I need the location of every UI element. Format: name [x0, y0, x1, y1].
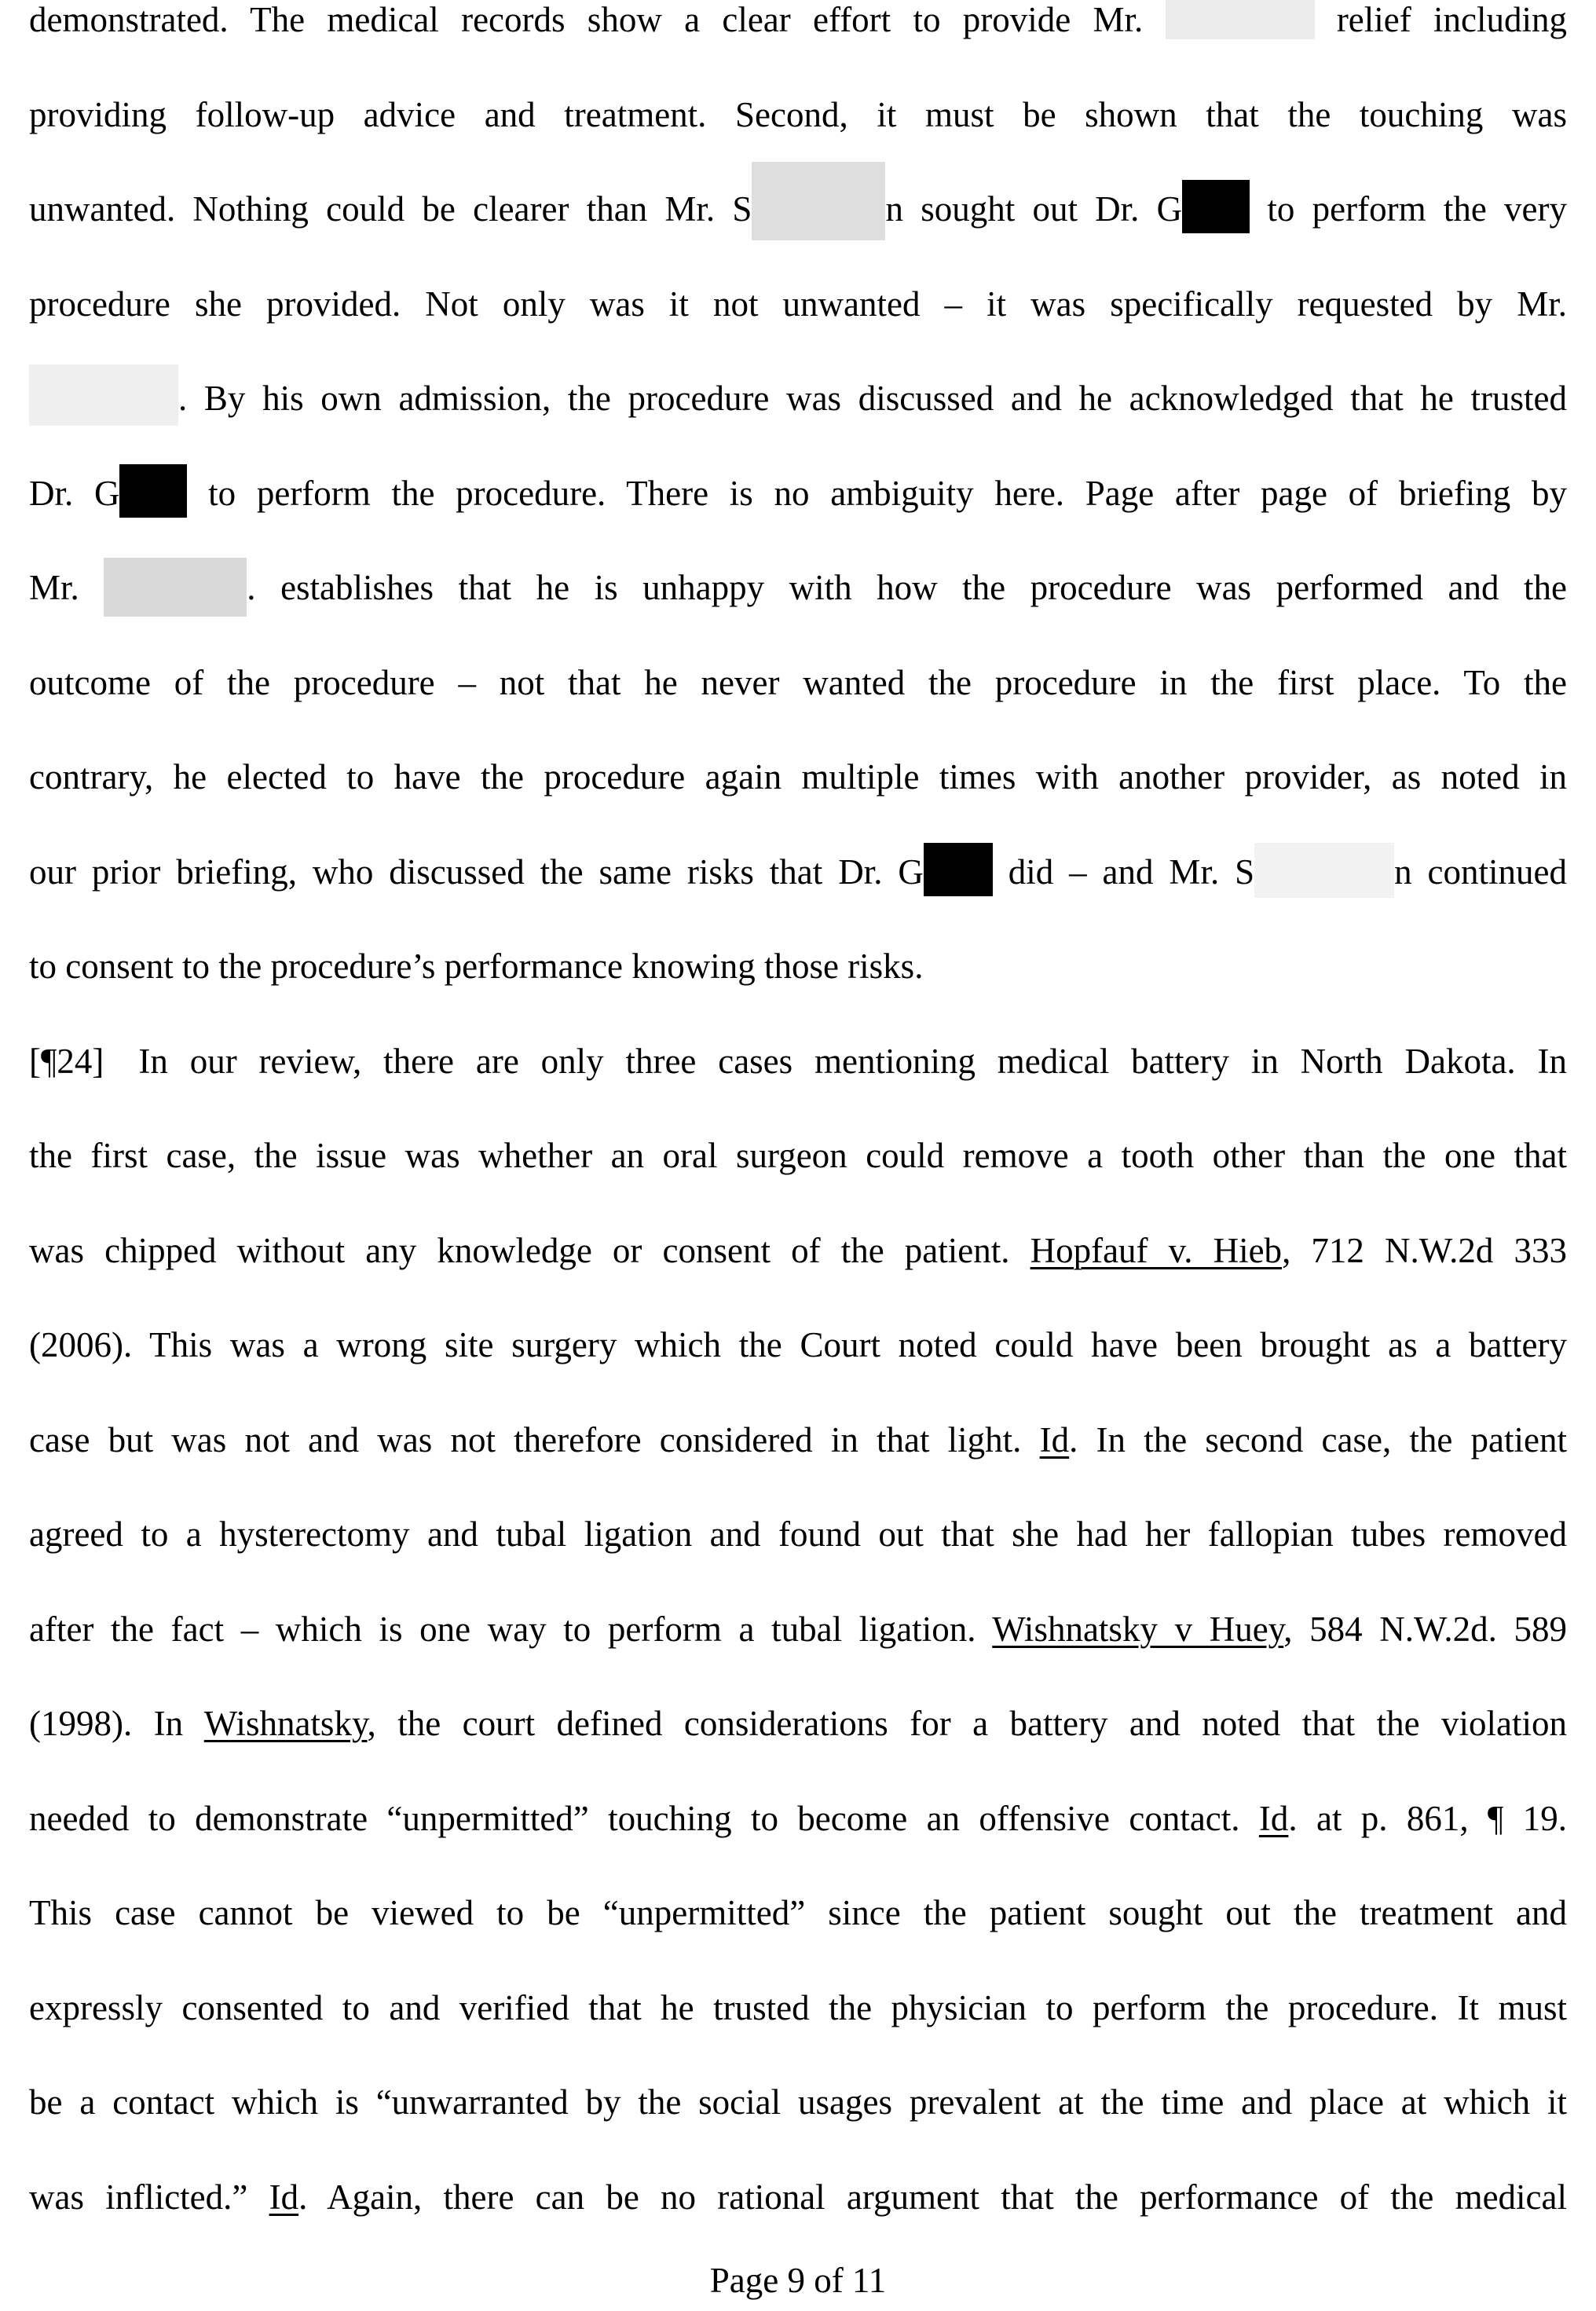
black-redaction-box — [119, 464, 187, 518]
text-line — [29, 1771, 1567, 1866]
text-line — [29, 446, 1567, 541]
text-run: case but was not and was not therefore considered in that light. — [29, 1419, 1040, 1459]
text-line — [29, 1203, 1567, 1298]
text-run: , 712 N.W.2d 333 — [1282, 1230, 1567, 1270]
text-run: . establishes that he is unhappy with how the procedure was performed and the — [247, 568, 1567, 607]
text-line — [29, 351, 1567, 446]
text-run: expressly consented to and verified that he trusted the physician to perform the procedure. It must — [29, 1987, 1567, 2027]
text-run: . Again, there can be no rational argument that the performance of the medical — [298, 2177, 1567, 2217]
text-line — [29, 825, 1567, 920]
text-run: demonstrated. The medical records show a clear effort to provide Mr. — [29, 0, 1166, 39]
text-run: to consent to the procedure’s performance knowing those risks. — [29, 947, 924, 986]
text-line — [29, 730, 1567, 825]
text-line — [29, 635, 1567, 731]
text-line — [29, 68, 1567, 163]
text-line — [29, 1961, 1567, 2056]
text-run: , the court defined considerations for a battery and noted that the violation — [367, 1704, 1567, 1743]
text-run: contrary, he elected to have the procedure again multiple times with another provider, as noted in — [29, 757, 1567, 797]
text-run: did – and Mr. S — [992, 852, 1255, 892]
text-run: procedure she provided. Not only was it not unwanted – it was specifically requested by Mr. — [29, 284, 1567, 324]
gray-redaction-box — [29, 364, 178, 426]
text-run: . In the second case, the patient — [1069, 1419, 1568, 1459]
gray-redaction-box — [1166, 0, 1315, 39]
text-line — [29, 1866, 1567, 1961]
text-run: our prior briefing, who discussed the same risks that Dr. G — [29, 852, 924, 892]
text-run: n continued — [1394, 852, 1567, 892]
text-run: . at p. 861, ¶ 19. — [1288, 1798, 1567, 1838]
text-run: needed to demonstrate “unpermitted” touching to become an offensive contact. — [29, 1798, 1259, 1838]
page-number: Page 9 of 11 — [709, 2261, 887, 2300]
gray-redaction-box — [104, 558, 247, 617]
text-run: the first case, the issue was whether an oral surgeon could remove a tooth other than the one that — [29, 1136, 1567, 1175]
text-run: providing follow-up advice and treatment. Second, it must be shown that the touching was — [29, 94, 1567, 134]
tab-space — [104, 1072, 138, 1073]
text-line — [29, 1676, 1567, 1771]
text-line — [29, 1108, 1567, 1203]
text-line — [29, 1393, 1567, 1488]
text-line — [29, 1582, 1567, 1677]
text-run: outcome of the procedure – not that he never wanted the procedure in the first place. To the — [29, 662, 1567, 702]
text-run: In our review, there are only three cases mentioning medical battery in North Dakota. In — [138, 1041, 1567, 1081]
text-run: be a contact which is “unwarranted by the social usages prevalent at the time and place at which it — [29, 2082, 1567, 2122]
document-text-block — [29, 0, 1567, 2244]
black-redaction-box — [924, 843, 993, 896]
text-line — [29, 1298, 1567, 1393]
gray-redaction-box — [752, 162, 885, 240]
text-line — [29, 1014, 1567, 1109]
text-run: was chipped without any knowledge or consent of the patient. — [29, 1230, 1030, 1270]
text-run: (1998). In — [29, 1704, 204, 1743]
gray-redaction-box — [1254, 843, 1394, 898]
text-line — [29, 162, 1567, 257]
text-run: n sought out Dr. G — [885, 189, 1183, 229]
text-line — [29, 2055, 1567, 2150]
black-redaction-box — [1182, 180, 1250, 233]
text-run: was inflicted.” — [29, 2177, 269, 2217]
text-run: , 584 N.W.2d. 589 — [1283, 1609, 1567, 1649]
underlined-citation: Id — [1258, 1798, 1289, 1838]
text-run: to perform the very — [1250, 189, 1568, 229]
text-run: relief including — [1314, 0, 1567, 39]
text-line — [29, 540, 1567, 635]
text-line — [29, 1487, 1567, 1582]
text-run: after the fact – which is one way to perform a tubal ligation. — [29, 1609, 993, 1649]
text-run: agreed to a hysterectomy and tubal ligation and found out that she had her fallopian tubes removed — [29, 1514, 1567, 1554]
text-line — [29, 2150, 1567, 2245]
text-run: Dr. G — [29, 473, 120, 513]
text-run: to perform the procedure. There is no ambiguity here. Page after page of briefing by — [187, 473, 1568, 513]
underlined-citation: Id — [269, 2177, 299, 2217]
text-line — [29, 0, 1567, 68]
text-line — [29, 257, 1567, 352]
text-run: This case cannot be viewed to be “unpermitted” since the patient sought out the treatment and — [29, 1893, 1567, 1932]
underlined-citation: Wishnatsky v Huey — [992, 1609, 1284, 1649]
underlined-citation: Wishnatsky — [203, 1704, 368, 1743]
text-run: unwanted. Nothing could be clearer than Mr. S — [29, 189, 752, 229]
text-run: [¶24] — [29, 1041, 104, 1081]
text-run: . By his own admission, the procedure was discussed and he acknowledged that he trusted — [178, 379, 1567, 418]
underlined-citation: Id — [1039, 1419, 1070, 1459]
text-run: (2006). This was a wrong site surgery which the Court noted could have been brought as a battery — [29, 1325, 1567, 1364]
text-line — [29, 919, 1567, 1014]
text-run: Mr. — [29, 568, 104, 607]
underlined-citation: Hopfauf v. Hieb — [1030, 1230, 1283, 1270]
